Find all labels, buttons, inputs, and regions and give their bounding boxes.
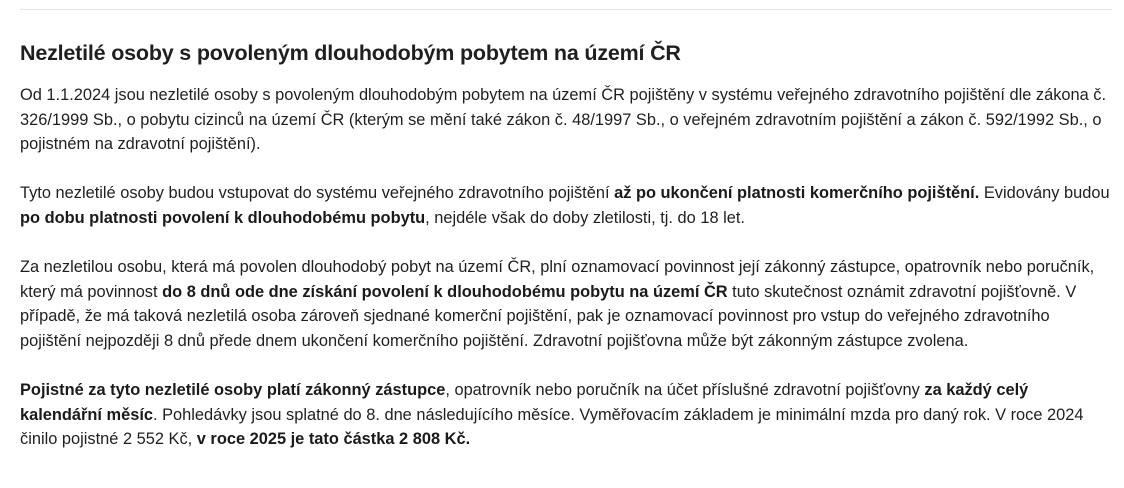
- paragraph-1-text: Od 1.1.2024 jsou nezletilé osoby s povoleným dlouhodobým pobytem na území ČR pojištěny v systému veřejného zdravotního pojištění dle zákona č. 326/1999 Sb., o pobytu cizinců na území ČR (kterým se mění také zákon č. 48/1997 Sb., o veřejném zdravotním pojištění a zákon č. 592/1992 Sb., o pojistném na zdravotní pojištění).: [20, 86, 1107, 154]
- paragraph-2-text-3: , nejdéle však do doby zletilosti, tj. do 18 let.: [425, 208, 745, 227]
- paragraph-4-bold-2: za každý celý kalendářní měsíc: [20, 381, 1029, 424]
- article-body: [20, 83, 1110, 477]
- paragraph-1: [20, 83, 1110, 157]
- paragraph-3-text-1: Za nezletilou osobu, která má povolen dlouhodobý pobyt na území ČR, plní oznamovací povinnost její zákonný zástupce, opatrovník nebo poručník, který má povinnost: [20, 258, 1095, 301]
- paragraph-3-text-2: tuto skutečnost oznámit zdravotní pojišťovně. V případě, že má taková nezletilá osoba zároveň sjednané komerční pojištění, pak je oznamovací povinnost pro vstup do veřejného zdravotního pojištění nejpozději 8 dnů přede dnem ukončení komerčního pojištění. Zdravotní pojišťovna může být zákonným zástupce zvolena.: [20, 282, 1077, 350]
- article-title: Nezletilé osoby s povoleným dlouhodobým pobytem na území ČR: [20, 41, 681, 65]
- paragraph-4-text-2: . Pohledávky jsou splatné do 8. dne následujícího měsíce. Vyměřovacím základem je minimální mzda pro daný rok. V roce 2024 činilo pojistné 2 552 Kč,: [20, 405, 1084, 449]
- paragraph-2: [20, 181, 1110, 230]
- paragraph-4: [20, 378, 1110, 452]
- paragraph-2-bold-2: po dobu platnosti povolení k dlouhodobému pobytu: [20, 208, 426, 227]
- paragraph-3: [20, 255, 1110, 353]
- paragraph-4-bold-1: Pojistné za tyto nezletilé osoby platí zákonný zástupce: [20, 381, 446, 400]
- paragraph-2-bold-1: až po ukončení platnosti komerčního pojištění.: [614, 184, 980, 203]
- paragraph-3-bold-1: do 8 dnů ode dne získání povolení k dlouhodobému pobytu na území ČR: [162, 282, 728, 301]
- paragraph-4-bold-3: v roce 2025 je tato částka 2 808 Kč.: [196, 430, 471, 449]
- paragraph-4-text-1: , opatrovník nebo poručník na účet příslušné zdravotní pojišťovny: [445, 381, 925, 400]
- paragraph-2-text-2: Evidovány budou: [979, 184, 1110, 203]
- paragraph-2-text-1: Tyto nezletilé osoby budou vstupovat do systému veřejného zdravotního pojištění: [20, 184, 615, 203]
- top-divider: [20, 9, 1112, 10]
